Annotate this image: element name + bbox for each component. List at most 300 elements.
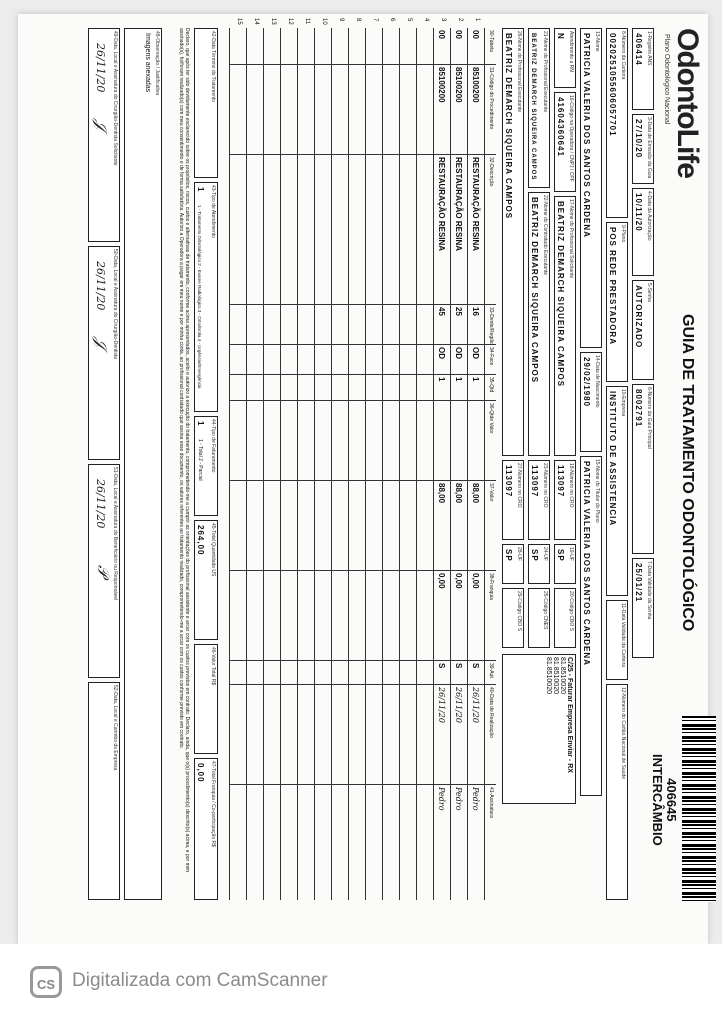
cell-codigo (349, 64, 365, 154)
cell-qtd: 1 (451, 374, 467, 400)
field-label: 50-Data, Local e Assinatura do Cirurgião-Dentista (112, 249, 118, 360)
cell-valor (281, 480, 297, 570)
table-row (297, 18, 314, 900)
cell-dente (383, 304, 399, 344)
cell-descricao: RESTAURAÇÃO RESINA (468, 154, 484, 304)
cell-assinatura: Pedro (434, 784, 450, 900)
cell-qtdvalor (417, 400, 433, 480)
field-value: POS REDE PRESTADORA (608, 227, 617, 345)
field-profissional-executante (528, 28, 550, 188)
cell-qtdvalor (298, 400, 314, 480)
field-value: SP (504, 549, 513, 562)
field-value: 27/10/20 (634, 119, 643, 159)
cell-qtd (281, 374, 297, 400)
cell-aut (400, 660, 416, 684)
cell-face (417, 344, 433, 374)
cell-franquia (230, 570, 246, 660)
field-carteira (606, 28, 628, 218)
field-nome-contratado (554, 196, 576, 456)
cell-codigo: 85100200 (434, 64, 450, 154)
cell-aut: S (468, 660, 484, 684)
cell-dente (417, 304, 433, 344)
cell-data: 26/11/20 (451, 684, 467, 784)
cell-codigo (230, 64, 246, 154)
field-label: 43-Tipo de Atendimento (210, 185, 216, 238)
cell-aut: S (434, 660, 450, 684)
cell-qtd (332, 374, 348, 400)
cell-franquia (417, 570, 433, 660)
field-label: 15-Nome do Titular do Plano (594, 459, 600, 523)
cell-descricao (230, 154, 246, 304)
cell-aut (366, 660, 382, 684)
field-value: SP (530, 549, 539, 562)
cell-data: 26/11/20 (434, 684, 450, 784)
intercambio-label: INTERCÂMBIO (650, 754, 665, 846)
field-label: 12-Número do Cartão Nacional de Saúde (620, 687, 626, 779)
field-titular (580, 456, 602, 796)
cell-tabela (400, 28, 416, 64)
field-value: 0,00 (196, 763, 205, 783)
field-value: 264,00 (196, 525, 205, 556)
cell-dente: 25 (451, 304, 467, 344)
cell-franquia (298, 570, 314, 660)
field-label: 27-Número no CRO (516, 463, 522, 508)
cell-tabela (383, 28, 399, 64)
field-value: 113097 (556, 465, 565, 498)
cell-face (264, 344, 280, 374)
scanned-form-sheet (18, 14, 708, 944)
cell-data (417, 684, 433, 784)
cell-codigo (383, 64, 399, 154)
cell-assinatura (349, 784, 365, 900)
cell-valor (332, 480, 348, 570)
field-uf-responsavel (502, 544, 524, 584)
field-label: 1-Registro ANS (646, 31, 652, 66)
row-number: 8 (355, 18, 361, 22)
cell-franquia (281, 570, 297, 660)
field-valor-total (194, 644, 218, 754)
cell-descricao (349, 154, 365, 304)
field-value: INSTITUTO DE ASSISTENCIA (608, 391, 617, 527)
cell-codigo (366, 64, 382, 154)
cell-tabela (332, 28, 348, 64)
cell-tabela (281, 28, 297, 64)
cell-qtd (417, 374, 433, 400)
table-row (314, 18, 331, 900)
cell-franquia (247, 570, 263, 660)
field-label: 25-Código CNES (542, 591, 548, 630)
cell-descricao: RESTAURAÇÃO RESINA (434, 154, 450, 304)
field-label: 26-Nome do Profissional Executante (516, 31, 522, 113)
header-data: 40-Data de Realização (485, 684, 496, 784)
cell-assinatura (400, 784, 416, 900)
cell-dente (298, 304, 314, 344)
field-cro-executante (528, 460, 550, 540)
field-label: 19-UF (568, 547, 574, 561)
cell-data (264, 684, 280, 784)
field-label: 10-Empresa (620, 389, 626, 417)
header-qtd: 35-Qtd (485, 374, 496, 400)
cell-descricao (366, 154, 382, 304)
field-value: 29/02/1980 (582, 357, 591, 408)
field-label: 51-Data, Local e Assinatura do Beneficiário ou Responsável (112, 467, 118, 601)
field-value: BEATRIZ DEMARCH SIQUEIRA CAMPOS (530, 33, 536, 181)
cell-franquia: 0,00 (468, 570, 484, 660)
cell-face (281, 344, 297, 374)
field-label: 16-Código na Operadora / CNPJ / CPF (568, 95, 574, 182)
field-label: 20-Código CBO S (568, 591, 574, 632)
cell-descricao (400, 154, 416, 304)
cell-descricao (315, 154, 331, 304)
field-plano (606, 222, 628, 382)
handwritten-signature: 𝒥 (92, 119, 111, 131)
field-value: 25/01/21 (634, 563, 643, 603)
field-label: 48-Observação / Justificativa (154, 31, 160, 96)
header-qtde-valor: 36-Qtde Valor (485, 400, 496, 480)
field-registro-ans (632, 28, 654, 110)
field-label: 5-Senha (646, 283, 652, 302)
row-number: 1 (474, 18, 480, 22)
cell-codigo (298, 64, 314, 154)
cell-qtd (230, 374, 246, 400)
cell-descricao (383, 154, 399, 304)
field-total-franquia (194, 758, 218, 900)
cell-codigo (315, 64, 331, 154)
cell-valor (400, 480, 416, 570)
field-value: BEATRIZ DEMARCH SIQUEIRA CAMPOS (504, 33, 513, 220)
field-label: 3-Data de Emissão da Guia (646, 117, 652, 179)
declaration-text: Declaro, que após ter sido devidamente esclarecido sobre os propósitos, riscos, custos e alternativas de tratamento, conforme acima apresentados, aceito e autorizo a execução do tratamento, comprometendo-me a cumprir as orientações do profissional assistente e arcar com os custos previstos em contrato. Declaro, ainda, que o(s) procedimento(s) descrito(s) acima, e por mim assinado(s), foi/foram realizado(s) com meu consentimento e de forma satisfatória. Autorizo a Operadora a pagar em meu nome e por minha conta, ao profissional contratado que assina esse documento, os valores referentes ao tratamento realizado, comprometendo-me a arcar com os custos conforme previsto em contrato. (178, 28, 190, 873)
cell-data (315, 684, 331, 784)
table-row (450, 18, 467, 900)
field-atendimento-rn (554, 28, 576, 88)
field-label: 24-UF (542, 547, 548, 561)
cell-data (349, 684, 365, 784)
camscanner-watermark: Digitalizada com CamScanner (72, 970, 328, 991)
field-value: 10/11/20 (634, 193, 643, 232)
guide-number (650, 754, 678, 846)
cell-qtd (315, 374, 331, 400)
signature-box-solicitante (88, 28, 120, 242)
field-label: 11-Data Validade da Carteira (620, 603, 626, 668)
header-aut: 39-Aut. (485, 660, 496, 684)
cell-face: OD (434, 344, 450, 374)
table-row (382, 18, 399, 900)
cell-dente: 16 (468, 304, 484, 344)
cell-codigo: 85100200 (468, 64, 484, 154)
cell-qtd (247, 374, 263, 400)
cell-dente (349, 304, 365, 344)
field-label: 17-Nome do Profissional Solicitante (568, 199, 574, 279)
field-validade-carteira (606, 600, 628, 680)
table-row (331, 18, 348, 900)
cell-face: OD (451, 344, 467, 374)
cell-qtd (383, 374, 399, 400)
field-label: 22-Nome do Contratado Executante (542, 195, 548, 276)
cell-valor (298, 480, 314, 570)
cell-tabela: 00 (454, 30, 463, 39)
cell-franquia (315, 570, 331, 660)
cell-franquia (332, 570, 348, 660)
cell-dente (315, 304, 331, 344)
field-value: 41604360641 (556, 97, 565, 157)
barcode (682, 716, 716, 902)
cell-aut (383, 660, 399, 684)
cell-data (366, 684, 382, 784)
field-tipo-atendimento (194, 182, 218, 412)
cell-assinatura: Pedro (451, 784, 467, 900)
cell-descricao (281, 154, 297, 304)
field-conselho (554, 460, 576, 540)
cell-dente: 45 (434, 304, 450, 344)
cell-qtdvalor (315, 400, 331, 480)
cell-face (332, 344, 348, 374)
cell-data (332, 684, 348, 784)
cell-aut (230, 660, 246, 684)
cell-qtdvalor (468, 400, 484, 480)
cell-tabela: 00 (471, 30, 480, 39)
field-label: 28-UF (516, 547, 522, 561)
cell-data: 26/11/20 (468, 684, 484, 784)
field-value: 0020251055606057701 (608, 33, 617, 137)
cell-dente (247, 304, 263, 344)
field-numero-guia-principal (632, 384, 654, 554)
cell-dente (281, 304, 297, 344)
cell-tabela (264, 28, 280, 64)
field-label: 13-Nome (594, 31, 600, 52)
field-label: 29-Código CBO S (516, 591, 522, 632)
signature-box-beneficiario (88, 464, 120, 678)
camscanner-logo-icon: CS (30, 966, 62, 998)
field-label: 14-Data de Nascimento (594, 355, 600, 408)
cell-codigo (400, 64, 416, 154)
cell-franquia (349, 570, 365, 660)
cell-dente (230, 304, 246, 344)
cell-qtdvalor (383, 400, 399, 480)
cell-valor: 88,00 (451, 480, 467, 570)
field-label: 47-Total Franquia / Co-participação R$ (210, 761, 216, 847)
field-value: 113097 (504, 465, 513, 498)
table-row (263, 18, 280, 900)
cell-tabela (349, 28, 365, 64)
cell-franquia (383, 570, 399, 660)
cell-assinatura (332, 784, 348, 900)
cell-codigo (264, 64, 280, 154)
cell-qtd (349, 374, 365, 400)
cell-face (298, 344, 314, 374)
field-tipo-faturamento (194, 416, 218, 516)
field-value: 113097 (530, 465, 539, 498)
cell-valor (349, 480, 365, 570)
field-label: 23-Número no CRO (542, 463, 548, 508)
handwritten-signature: 𝒫 (94, 565, 113, 577)
field-value: PATRICIA VALERIA DOS SANTOS CARDENA (582, 461, 591, 666)
field-data-autorizacao (632, 188, 654, 276)
cell-face: OD (468, 344, 484, 374)
cell-aut (417, 660, 433, 684)
row-number: 4 (423, 18, 429, 22)
cell-tabela (366, 28, 382, 64)
cell-qtdvalor (366, 400, 382, 480)
cell-franquia (366, 570, 382, 660)
cell-assinatura: Pedro (468, 784, 484, 900)
cell-qtdvalor (349, 400, 365, 480)
cell-qtd (298, 374, 314, 400)
table-row (280, 18, 297, 900)
cell-valor (366, 480, 382, 570)
cell-data (400, 684, 416, 784)
cell-tabela (315, 28, 331, 64)
signature-box-empresa (88, 682, 120, 900)
cell-dente (366, 304, 382, 344)
cell-assinatura (230, 784, 246, 900)
field-value: AUTORIZADO (634, 285, 643, 349)
cell-assinatura (315, 784, 331, 900)
field-label: 21-Nome do Profissional Executante (542, 31, 548, 113)
cell-valor: 88,00 (468, 480, 484, 570)
cell-valor (247, 480, 263, 570)
field-label: 18-Número no CRO (568, 463, 574, 508)
header-tabela: 30-Tabela (488, 30, 494, 52)
cell-qtd: 1 (468, 374, 484, 400)
row-number: 13 (270, 18, 276, 25)
cell-assinatura (264, 784, 280, 900)
field-value: 406414 (634, 33, 643, 66)
cell-codigo (247, 64, 263, 154)
field-senha (632, 280, 654, 380)
cell-qtdvalor (451, 400, 467, 480)
row-number: 10 (321, 18, 327, 25)
row-number: 2 (457, 18, 463, 22)
field-codigo-operadora (554, 92, 576, 192)
cell-qtdvalor (400, 400, 416, 480)
cell-face (230, 344, 246, 374)
header-dente: 33-Dente/Região (485, 304, 496, 344)
table-row (416, 18, 433, 900)
handwritten-date: 26/11/20 (94, 479, 107, 529)
form-title: GUIA DE TRATAMENTO ODONTOLÓGICO (679, 314, 696, 632)
cell-valor (264, 480, 280, 570)
cell-qtd (366, 374, 382, 400)
field-uf-executante (528, 544, 550, 584)
observacao-box (124, 28, 162, 900)
odontolife-logo: OdontoLife (671, 28, 704, 178)
cell-data (247, 684, 263, 784)
signature-box-dentista (88, 246, 120, 460)
cell-assinatura (247, 784, 263, 900)
header-codigo: 31-Código do Procedimento (485, 64, 496, 154)
cell-codigo (332, 64, 348, 154)
field-value: N (556, 33, 565, 40)
cell-aut (264, 660, 280, 684)
field-label: 42-Data Término do Tratamento (210, 31, 216, 103)
cell-face (366, 344, 382, 374)
header-descricao: 32-Descrição (485, 154, 496, 304)
cell-tabela (230, 28, 246, 64)
observacao-value: Imagens anexadas (144, 33, 151, 93)
cell-descricao (417, 154, 433, 304)
cell-franquia (264, 570, 280, 660)
cell-face (383, 344, 399, 374)
cell-valor (315, 480, 331, 570)
cell-qtd: 1 (434, 374, 450, 400)
cell-qtdvalor (332, 400, 348, 480)
field-label: 44-Tipo de Faturamento (210, 419, 216, 473)
field-label: Atendimento a RN (568, 31, 574, 72)
tipo-faturamento-options: 1 - Total 2 - Parcial (197, 439, 203, 481)
field-cbo (554, 588, 576, 648)
cell-face (315, 344, 331, 374)
table-row (365, 18, 382, 900)
field-data-emissao (632, 114, 654, 184)
row-number: 3 (440, 18, 446, 22)
cell-aut (281, 660, 297, 684)
cell-qtdvalor (247, 400, 263, 480)
row-number: 5 (406, 18, 412, 22)
field-uf (554, 544, 576, 584)
field-cro-responsavel (502, 460, 524, 540)
cell-qtdvalor (230, 400, 246, 480)
cell-data (281, 684, 297, 784)
field-empresa (606, 386, 628, 596)
cell-descricao (332, 154, 348, 304)
field-value: 8002791 (634, 389, 643, 428)
cell-qtdvalor (264, 400, 280, 480)
cell-codigo (417, 64, 433, 154)
table-row (433, 18, 450, 900)
cell-aut (349, 660, 365, 684)
field-label: 8-Número da Carteira (620, 31, 626, 80)
header-assinatura: 41-Assinatura (485, 784, 496, 900)
side-code: 81.8510020 (545, 657, 552, 694)
row-number: 7 (372, 18, 378, 22)
field-label: 46-Valor Total R$ (210, 647, 216, 686)
cell-tabela (298, 28, 314, 64)
field-value: 1 (196, 187, 205, 193)
field-value: SP (556, 549, 565, 562)
cell-descricao (264, 154, 280, 304)
field-total-quantidade (194, 520, 218, 640)
row-number: 12 (287, 18, 293, 25)
cell-descricao: RESTAURAÇÃO RESINA (451, 154, 467, 304)
cell-face (349, 344, 365, 374)
field-label: 49-Data, Local e Assinatura do Cirurgião-Dentista Solicitante (112, 31, 118, 166)
row-number: 9 (338, 18, 344, 22)
cell-data (298, 684, 314, 784)
cell-dente (264, 304, 280, 344)
row-number: 15 (236, 18, 242, 25)
cell-dente (332, 304, 348, 344)
cell-qtdvalor (434, 400, 450, 480)
field-value: BEATRIZ DEMARCH SIQUEIRA CAMPOS (556, 201, 565, 388)
field-data-termino (194, 28, 218, 178)
table-row (348, 18, 365, 900)
field-label: 4-Data da Autorização (646, 191, 652, 241)
field-value: PATRICIA VALERIA DOS SANTOS CARDENA (582, 33, 591, 238)
cell-valor (383, 480, 399, 570)
header-face: 34-Face (485, 344, 496, 374)
tipo-atendimento-options: 1 - Tratamento Odontológico 2 - Exame Radiológico 3 - Ortodontia 4 - Urgência/Emergência (197, 205, 202, 389)
field-cns (606, 684, 628, 900)
procedures-table (229, 18, 496, 900)
cell-valor (417, 480, 433, 570)
table-row (246, 18, 263, 900)
side-note-text: C/25 - Faturar Empresa Enviar - RX (566, 657, 573, 773)
cell-qtd (400, 374, 416, 400)
cell-aut (315, 660, 331, 684)
guide-number-value: 406645 (664, 778, 679, 822)
field-label: 7-Data Validade da Senha (646, 561, 652, 620)
